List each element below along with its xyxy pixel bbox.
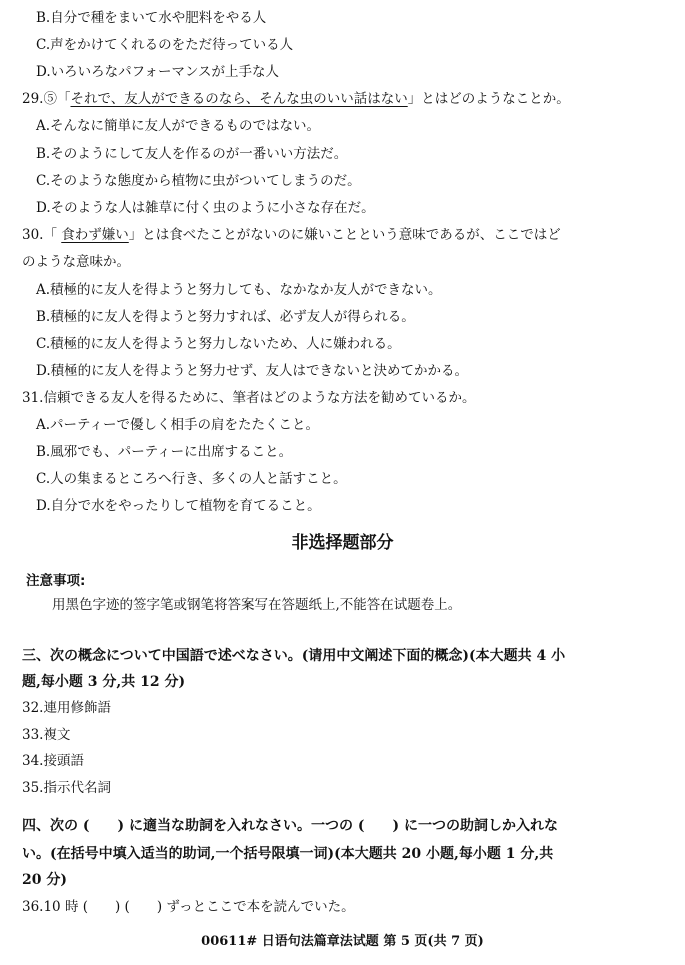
part4-instruction-line1: 四、次の ( ) に適当な助詞を入れなさい。一つの ( ) に一つの助詞しか入れな: [22, 818, 558, 834]
question-29: [22, 90, 570, 108]
item-33: 33.複文: [22, 727, 71, 743]
q29-option-d: D.そのような人は雑草に付く虫のように小さな存在だ。: [36, 200, 375, 216]
q31-option-a: A.パーティーで優しく相手の肩をたたくこと。: [36, 417, 319, 433]
question-30: [22, 226, 561, 244]
q30-prefix: 30.「: [22, 227, 62, 243]
part3-instruction-line1: 三、次の概念について中国語で述べなさい。(请用中文阐述下面的概念)(本大题共 4 小: [22, 648, 566, 664]
q31-option-d: D.自分で水をやったりして植物を育てること。: [36, 498, 321, 514]
notice-title: 注意事项:: [26, 573, 86, 589]
part3-instruction-line2: 题,每小题 3 分,共 12 分): [22, 674, 186, 690]
q29-underlined-phrase: それで、友人ができるのなら、そんな虫のいい話はない: [70, 91, 408, 107]
item-34: 34.接頭語: [22, 753, 84, 769]
q29-option-b: B.そのようにして友人を作るのが一番いい方法だ。: [36, 146, 348, 162]
question-31: 31.信頼できる友人を得るために、筆者はどのような方法を勧めているか。: [22, 390, 476, 406]
q30-option-d: D.積極的に友人を得ようと努力せず、友人はできないと決めてかかる。: [36, 363, 469, 379]
part4-instruction-line3: 20 分): [22, 872, 67, 888]
question-30-line2: のような意味か。: [22, 254, 130, 270]
q29-suffix: 」とはどのようなことか。: [407, 91, 570, 107]
q30-underlined-phrase: 食わず嫌い: [61, 227, 129, 243]
page-footer: 00611# 日语句法篇章法试题 第 5 页(共 7 页): [201, 934, 484, 949]
q30-option-a: A.積極的に友人を得ようと努力しても、なかなか友人ができない。: [36, 282, 442, 298]
part4-instruction-line2: い。(在括号中填入适当的助词,一个括号限填一词)(本大题共 20 小题,每小题 1 分,共: [22, 846, 554, 862]
q29-option-a: A.そんなに簡単に友人ができるものではない。: [36, 118, 321, 134]
question-36: 36.10 時 ( ) ( ) ずっとここで本を読んでいた。: [22, 899, 355, 915]
option-d-prev: D.いろいろなパフォーマンスが上手な人: [36, 64, 280, 80]
item-32: 32.連用修飾語: [22, 700, 111, 716]
notice-body: 用黑色字迹的签字笔或钢笔将答案写在答题纸上,不能答在试题卷上。: [52, 597, 462, 613]
option-b-prev: B.自分で種をまいて水や肥料をやる人: [36, 10, 267, 26]
q29-option-c: C.そのような態度から植物に虫がついてしまうのだ。: [36, 173, 361, 189]
q30-option-b: B.積極的に友人を得ようと努力すれば、必ず友人が得られる。: [36, 309, 415, 325]
option-c-prev: C.声をかけてくれるのをただ待っている人: [36, 37, 294, 53]
q30-option-c: C.積極的に友人を得ようと努力しないため、人に嫌われる。: [36, 336, 401, 352]
section-heading: 非选择题部分: [291, 533, 394, 553]
q31-option-c: C.人の集まるところへ行き、多くの人と話すこと。: [36, 471, 347, 487]
q30-suffix: 」とは食べたことがないのに嫌いことという意味であるが、ここではど: [128, 227, 561, 243]
q29-prefix: 29.⑤「: [22, 91, 71, 107]
q31-option-b: B.風邪でも、パーティーに出席すること。: [36, 444, 293, 460]
item-35: 35.指示代名詞: [22, 780, 111, 796]
